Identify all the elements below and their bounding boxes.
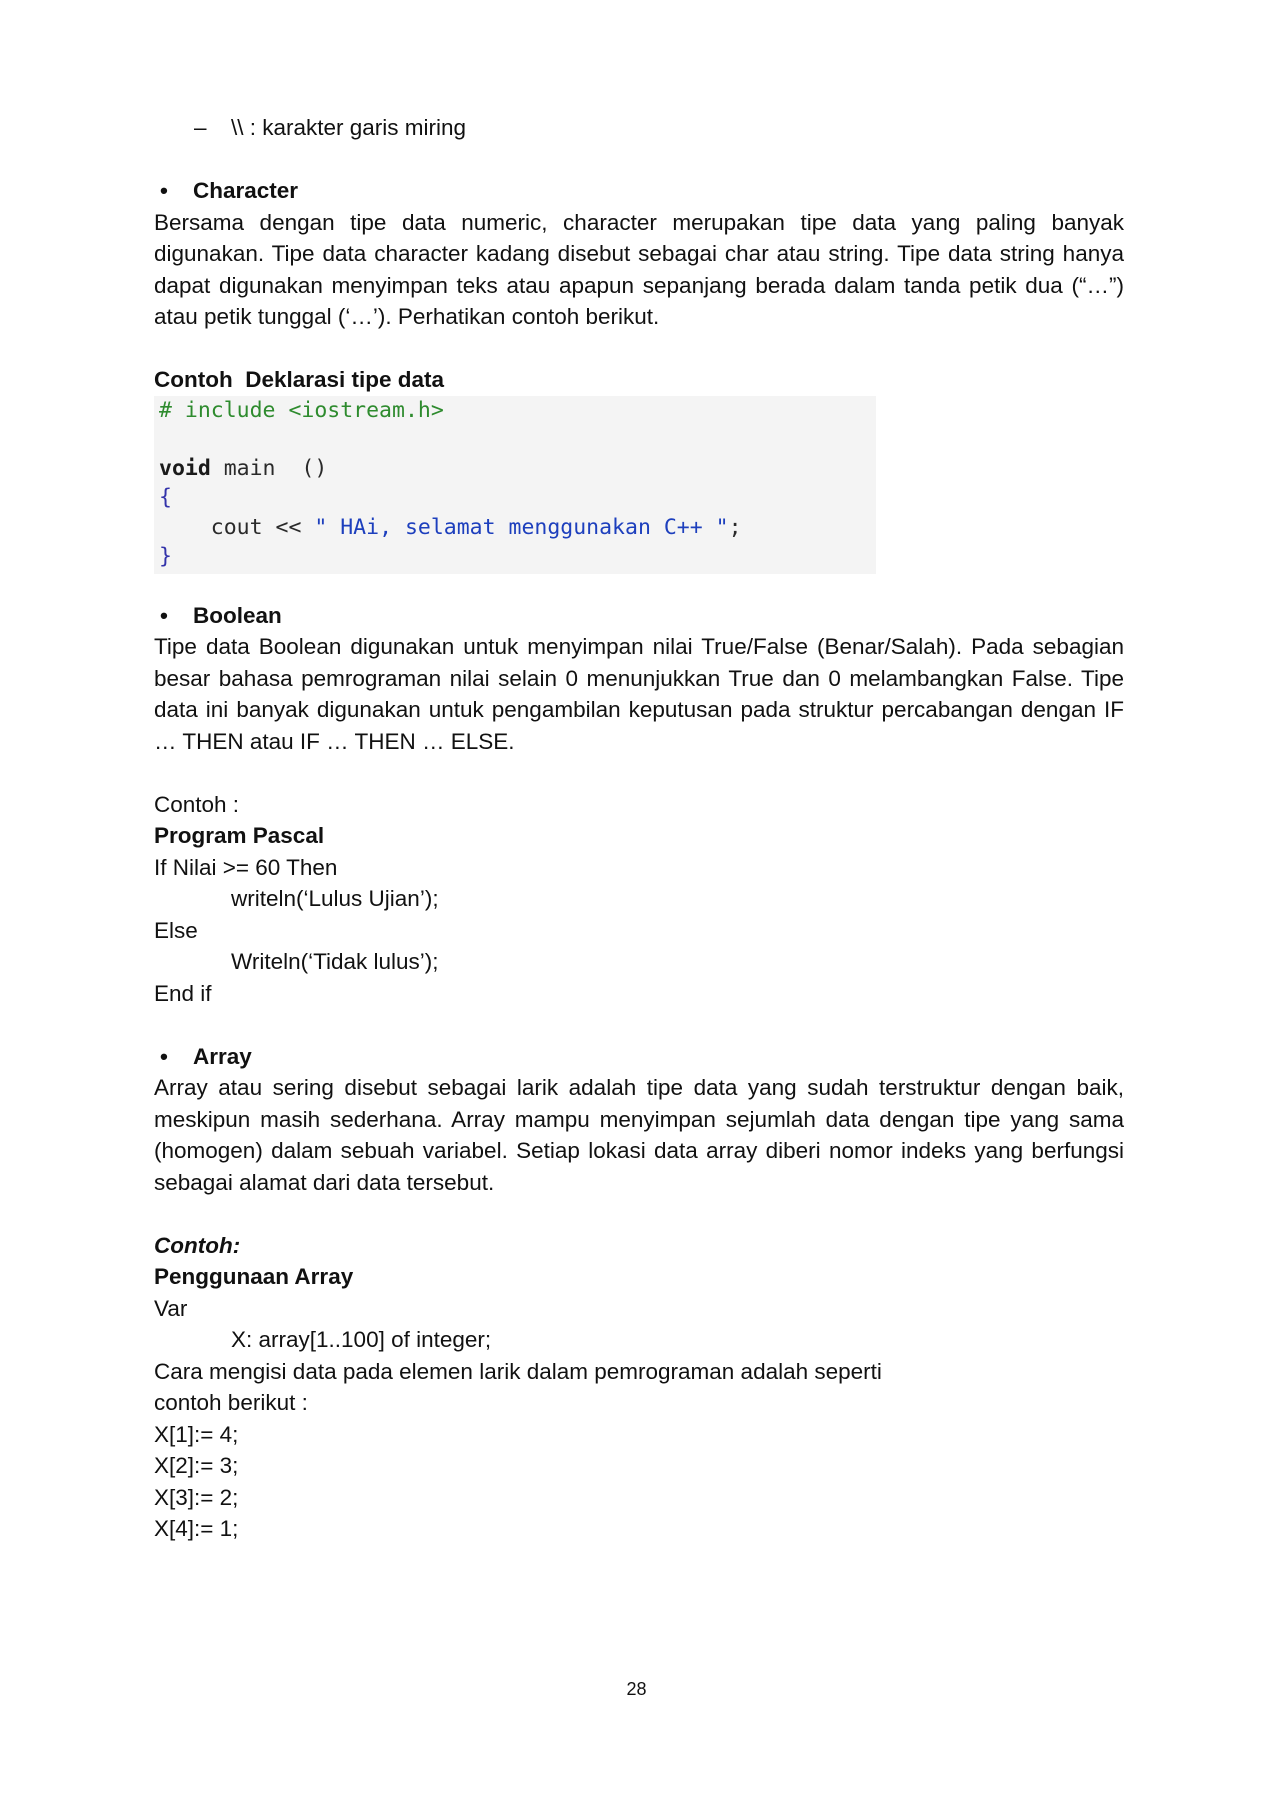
pascal-line: Else [154, 917, 198, 943]
code-string: " HAi, selamat menggunakan C++ " [314, 514, 729, 540]
page-number: 28 [626, 1679, 647, 1699]
code-line-main [159, 454, 327, 483]
code-screenshot [154, 396, 876, 574]
explanation-line: contoh berikut : [154, 1390, 308, 1415]
pascal-line: writeln(‘Lulus Ujian’); [231, 886, 439, 911]
example-title-array: Penggunaan Array [154, 1264, 354, 1289]
section-heading-character [154, 175, 1124, 207]
pascal-line: Writeln(‘Tidak lulus’); [231, 949, 439, 974]
example-title-pascal: Program Pascal [154, 823, 325, 848]
bullet-marker: • [160, 602, 168, 628]
heading-text: Array [193, 1043, 252, 1069]
code-main-rest: main () [210, 455, 328, 481]
section-heading-array [154, 1041, 1124, 1073]
list-item-text: \\ : karakter garis miring [231, 115, 467, 140]
assignment-line: X[2]:= 3; [154, 1453, 239, 1478]
heading-text: Character [193, 178, 299, 203]
assignment-line: X[1]:= 4; [154, 1421, 239, 1447]
bullet-marker: • [160, 178, 168, 203]
assignment-line: X[4]:= 1; [154, 1516, 239, 1541]
code-line-close-brace: } [159, 543, 172, 569]
paragraph-boolean: Tipe data Boolean digunakan untuk menyimpan nilai True/False (Benar/Salah). Pada sebagian besar bahasa pemrograman nilai selain 0 menunjukkan True dan 0 melambangkan False. Tipe data ini banyak digunakan untuk pengambilan keputusan pada struktur percabangan dengan IF … THEN atau IF … THEN … ELSE. [154, 634, 1124, 754]
assignment-line: X[3]:= 2; [154, 1484, 239, 1510]
code-line-include: # include <iostream.h> [159, 397, 444, 423]
page-content [154, 112, 1124, 1545]
heading-text: Boolean [193, 602, 282, 628]
list-item-backslash [154, 112, 1124, 144]
section-heading-boolean [154, 600, 1124, 632]
code-semicolon: ; [728, 514, 742, 540]
explanation-line: Cara mengisi data pada elemen larik dalam pemrograman adalah seperti [154, 1358, 882, 1384]
pascal-line: End if [154, 980, 212, 1006]
example-label-array: Contoh: [154, 1232, 241, 1258]
code-keyword-void: void [159, 455, 211, 481]
example-label-boolean: Contoh : [154, 791, 240, 817]
paragraph-array: Array atau sering disebut sebagai larik adalah tipe data yang sudah terstruktur dengan baik, meskipun masih sederhana. Array mampu menyimpan sejumlah data dengan tipe yang sama (homogen) dalam sebuah variabel. Setiap lokasi data array diberi nomor indeks yang berfungsi sebagai alamat dari data tersebut. [154, 1075, 1124, 1195]
code-line-open-brace: { [159, 484, 172, 510]
var-line: Var [154, 1295, 188, 1321]
code-cout: cout << [159, 514, 315, 540]
example-title-declaration: Contoh Deklarasi tipe data [154, 367, 445, 392]
pascal-line: If Nilai >= 60 Then [154, 854, 338, 880]
code-line-cout [159, 513, 742, 542]
paragraph-character: Bersama dengan tipe data numeric, character merupakan tipe data yang paling banyak digunakan. Tipe data character kadang disebut sebagai char atau string. Tipe data string hanya dapat digunakan menyimpan teks atau apapun sepanjang berada dalam tanda petik dua (“…”) atau petik tunggal (‘…’). Perhatikan contoh berikut. [154, 209, 1124, 329]
dash-marker: – [194, 115, 207, 140]
bullet-marker: • [160, 1043, 168, 1069]
declaration-line: X: array[1..100] of integer; [231, 1327, 492, 1352]
